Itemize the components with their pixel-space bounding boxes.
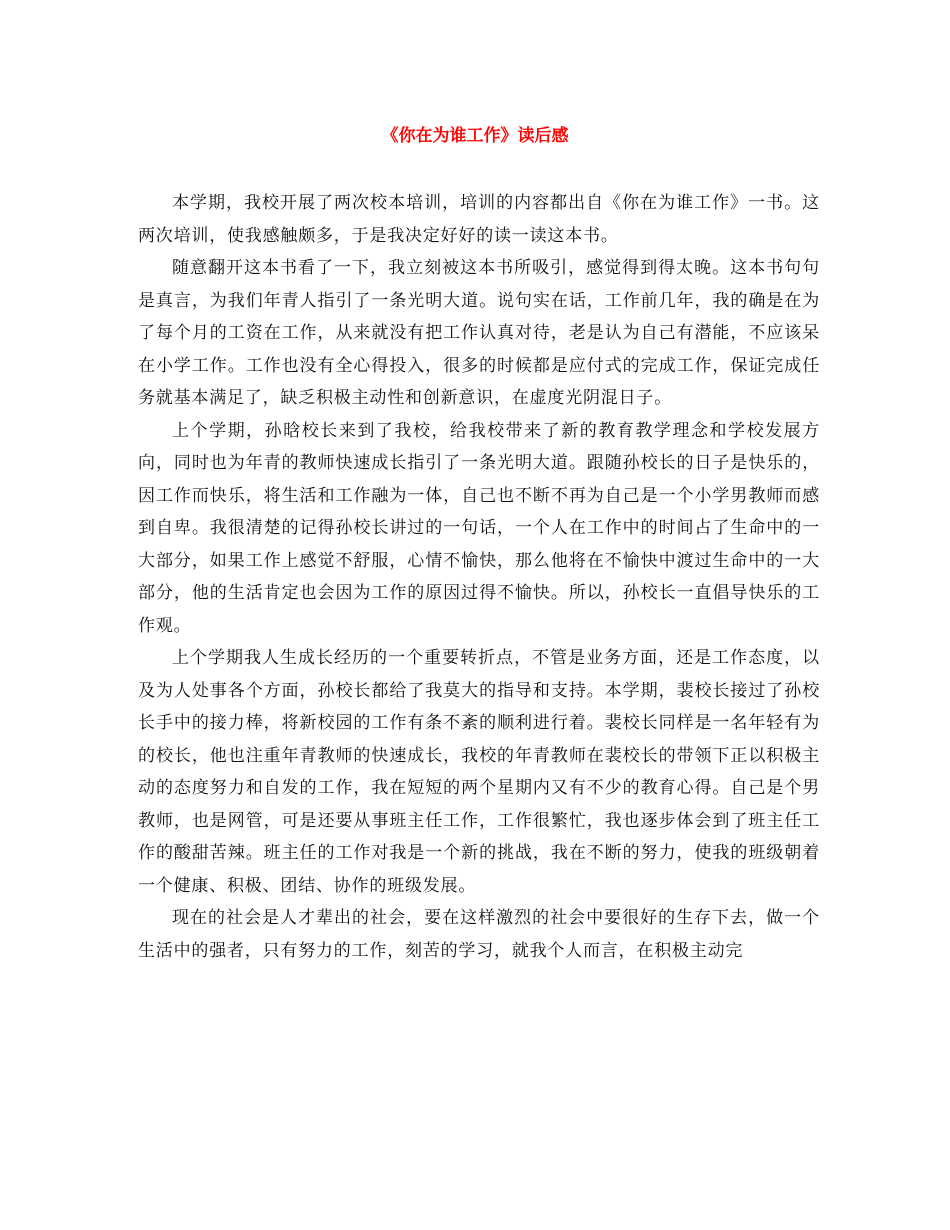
paragraph-1: 本学期，我校开展了两次校本培训，培训的内容都出自《你在为谁工作》一书。这两次培训，使我感触颇多，于是我决定好好的读一读这本书。 (138, 193, 820, 246)
paragraph-5: 现在的社会是人才辈出的社会，要在这样激烈的社会中要很好的生存下去，做一个生活中的强者，只有努力的工作，刻苦的学习，就我个人而言，在积极主动完 (138, 908, 820, 961)
paragraph-4: 上个学期我人生成长经历的一个重要转折点，不管是业务方面，还是工作态度，以及为人处事各个方面，孙校长都给了我莫大的指导和支持。本学期，裴校长接过了孙校长手中的接力棒，将新校园的工作有条不紊的顺利进行着。裴校长同样是一名年轻有为的校长，他也注重年青教师的快速成长，我校的年青教师在裴校长的带领下正以积极主动的态度努力和自发的工作，我在短短的两个星期内又有不少的教育心得。自己是个男教师，也是网管，可是还要从事班主任工作，工作很繁忙，我也逐步体会到了班主任工作的酸甜苦辣。班主任的工作对我是一个新的挑战，我在不断的努力，使我的班级朝着一个健康、积极、团结、协作的班级发展。 (138, 648, 820, 896)
paragraph-2: 随意翻开这本书看了一下，我立刻被这本书所吸引，感觉得到得太晚。这本书句句是真言，为我们年青人指引了一条光明大道。说句实在话，工作前几年，我的确是在为了每个月的工资在工作，从来就没有把工作认真对待，老是认为自己有潜能，不应该呆在小学工作。工作也没有全心得投入，很多的时候都是应付式的完成工作，保证完成任务就基本满足了，缺乏积极主动性和创新意识，在虚度光阴混日子。 (138, 258, 820, 408)
document-title: 《你在为谁工作》读后感 (381, 126, 569, 146)
document-body (138, 187, 820, 967)
paragraph-3: 上个学期，孙晗校长来到了我校，给我校带来了新的教育教学理念和学校发展方向，同时也为年青的教师快速成长指引了一条光明大道。跟随孙校长的日子是快乐的，因工作而快乐，将生活和工作融为一体，自己也不断不再为自己是一个小学男教师而感到自卑。我很清楚的记得孙校长讲过的一句话，一个人在工作中的时间占了生命中的一大部分，如果工作上感觉不舒服，心情不愉快，那么他将在不愉快中渡过生命中的一大部分，他的生活肯定也会因为工作的原因过得不愉快。所以，孙校长一直倡导快乐的工作观。 (138, 420, 820, 636)
